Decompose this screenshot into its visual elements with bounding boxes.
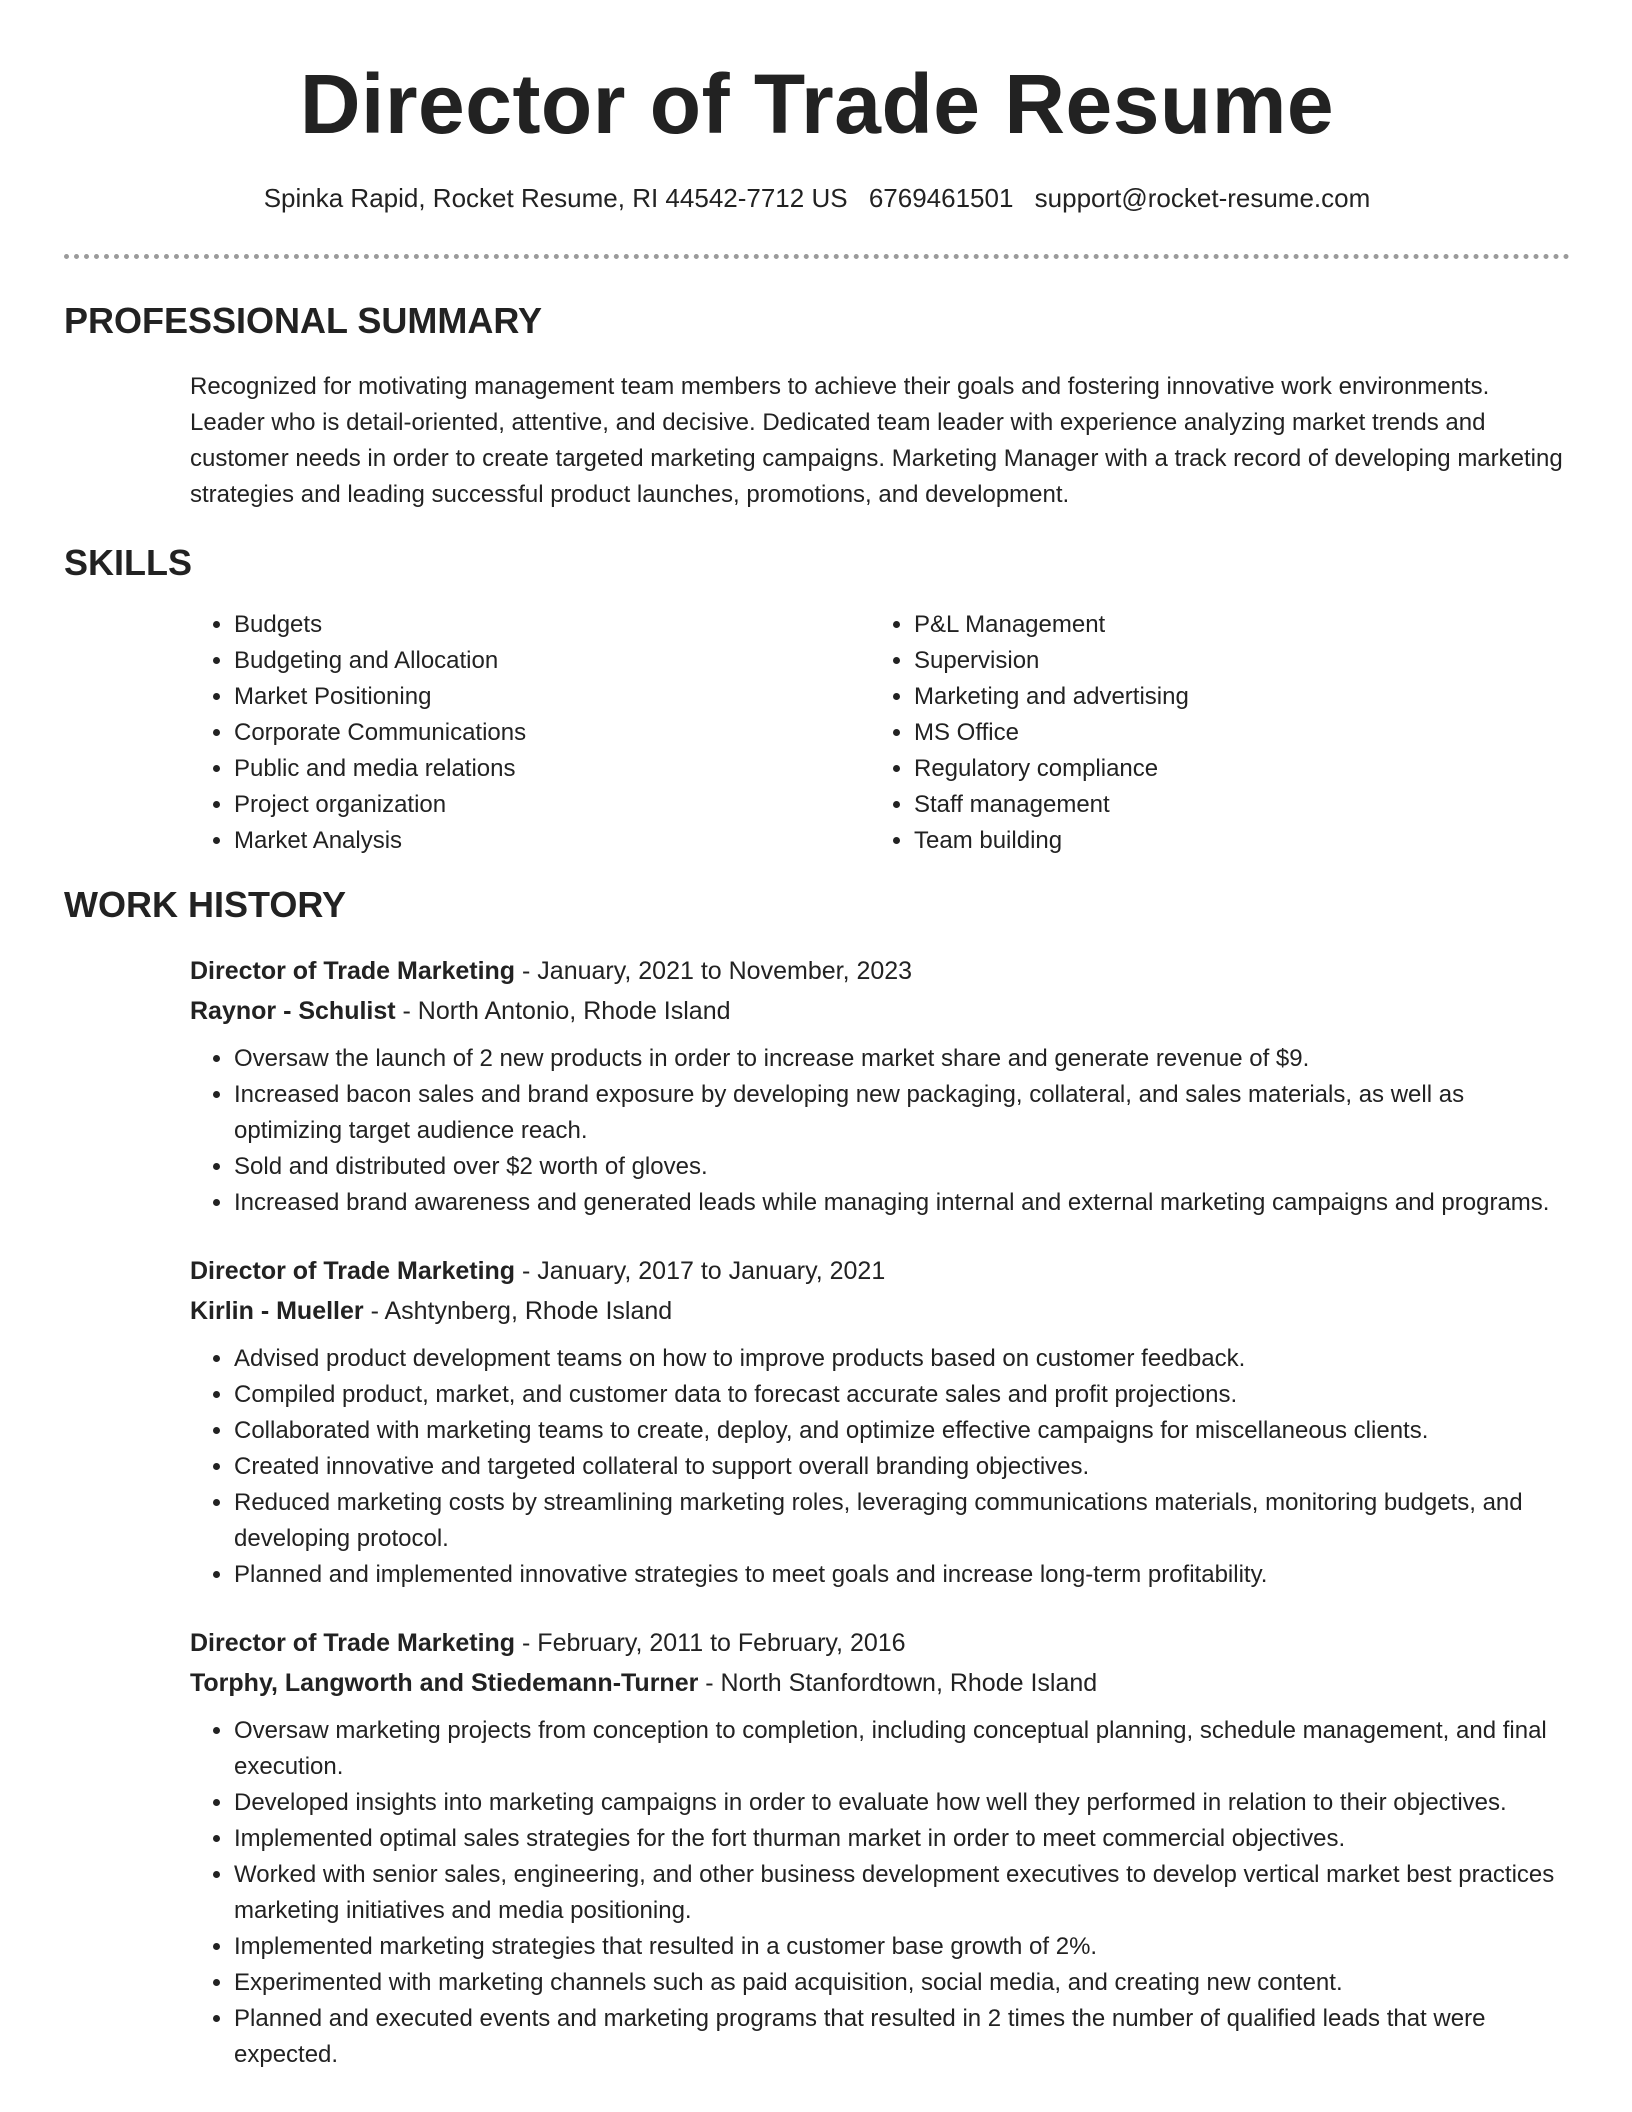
job-bullet: • Reduced marketing costs by streamlining marketing roles, leveraging communications materials, monitoring budgets, and developing protocol. [234,1485,1570,1557]
job-company-line [190,991,1570,1031]
job-bullet: • Planned and implemented innovative strategies to meet goals and increase long-term profitability. [234,1557,1570,1593]
job-bullet: • Collaborated with marketing teams to create, deploy, and optimize effective campaigns for miscellaneous clients. [234,1413,1570,1449]
job-company: Kirlin - Mueller [190,1297,364,1325]
job-title: Director of Trade Marketing [190,957,516,985]
skill-item: • Staff management [914,787,1550,823]
job-location: - North Antonio, Rhode Island [395,997,731,1025]
header-divider [64,254,1570,259]
skills-section [64,541,1570,859]
job-bullets [190,1041,1570,1221]
summary-text: Recognized for motivating management team members to achieve their goals and fostering innovative work environments. Leader who is detail-oriented, attentive, and decisive. Dedicated team leader with experience analyzing market trends and customer needs in order to create targeted marketing campaigns. Marketing Manager with a track record of developing marketing strategies and leading successful product launches, promotions, and development. [190,373,1563,508]
job-dates: - January, 2017 to January, 2021 [515,1257,886,1285]
skill-item: • Regulatory compliance [914,751,1550,787]
job-entry [190,951,1570,1221]
job-company: Raynor - Schulist [190,997,396,1025]
resume-title: Director of Trade Resume [299,57,1335,151]
job-entry [190,1251,1570,1593]
skill-item: • Corporate Communications [234,715,870,751]
contact-email: support@rocket-resume.com [1034,183,1371,213]
job-bullet: • Developed insights into marketing campaigns in order to evaluate how well they performed in relation to their objectives. [234,1785,1570,1821]
contact-address: Spinka Rapid, Rocket Resume, RI 44542-7712 US [263,183,848,213]
job-bullets [190,1341,1570,1593]
job-title: Director of Trade Marketing [190,1257,516,1285]
job-bullets [190,1713,1570,2073]
job-dates: - February, 2011 to February, 2016 [515,1629,906,1657]
job-location: - North Stanfordtown, Rhode Island [698,1669,1098,1697]
job-bullet: • Experimented with marketing channels such as paid acquisition, social media, and creating new content. [234,1965,1570,2001]
job-bullet: • Oversaw marketing projects from conception to completion, including conceptual planning, schedule management, and final execution. [234,1713,1570,1785]
job-bullet: • Increased bacon sales and brand exposure by developing new packaging, collateral, and sales materials, as well as optimizing target audience reach. [234,1077,1570,1149]
skill-item: • Market Analysis [234,823,870,859]
job-title-line [190,1623,1570,1663]
job-bullet: • Increased brand awareness and generated leads while managing internal and external marketing campaigns and programs. [234,1185,1570,1221]
job-bullet: • Sold and distributed over $2 worth of gloves. [234,1149,1570,1185]
job-company: Torphy, Langworth and Stiedemann-Turner [190,1669,699,1697]
professional-summary-section [64,299,1570,513]
contact-line [64,182,1570,214]
job-bullet: • Implemented marketing strategies that resulted in a customer base growth of 2%. [234,1929,1570,1965]
skill-item: • MS Office [914,715,1550,751]
contact-phone: 6769461501 [868,183,1014,213]
skills-columns [190,607,1570,859]
skill-item: • Budgets [234,607,870,643]
section-heading-work-history: WORK HISTORY [64,884,347,925]
job-title-line [190,951,1570,991]
skill-item: • Market Positioning [234,679,870,715]
job-entry [190,1623,1570,2073]
skill-item: • Project organization [234,787,870,823]
job-title-line [190,1251,1570,1291]
skills-list-right [870,607,1550,859]
job-bullet: • Compiled product, market, and customer data to forecast accurate sales and profit projections. [234,1377,1570,1413]
job-company-line [190,1663,1570,1703]
job-title: Director of Trade Marketing [190,1629,516,1657]
job-bullet: • Created innovative and targeted collateral to support overall branding objectives. [234,1449,1570,1485]
skill-item: • Team building [914,823,1550,859]
section-heading-skills: SKILLS [64,542,193,583]
job-dates: - January, 2021 to November, 2023 [515,957,913,985]
job-bullet: • Worked with senior sales, engineering, and other business development executives to develop vertical market best practices marketing initiatives and media positioning. [234,1857,1570,1929]
job-bullet: • Advised product development teams on how to improve products based on customer feedback. [234,1341,1570,1377]
skill-item: • P&L Management [914,607,1550,643]
job-bullet: • Oversaw the launch of 2 new products in order to increase market share and generate revenue of $9. [234,1041,1570,1077]
job-bullet: • Implemented optimal sales strategies for the fort thurman market in order to meet commercial objectives. [234,1821,1570,1857]
work-history-section [64,883,1570,2073]
job-location: - Ashtynberg, Rhode Island [363,1297,673,1325]
section-heading-summary: PROFESSIONAL SUMMARY [64,300,543,341]
skills-list-left [190,607,870,859]
resume-page [64,0,1570,2073]
skill-item: • Marketing and advertising [914,679,1550,715]
job-bullet: • Planned and executed events and marketing programs that resulted in 2 times the number of qualified leads that were expected. [234,2001,1570,2073]
skill-item: • Budgeting and Allocation [234,643,870,679]
skill-item: • Public and media relations [234,751,870,787]
job-company-line [190,1291,1570,1331]
skill-item: • Supervision [914,643,1550,679]
